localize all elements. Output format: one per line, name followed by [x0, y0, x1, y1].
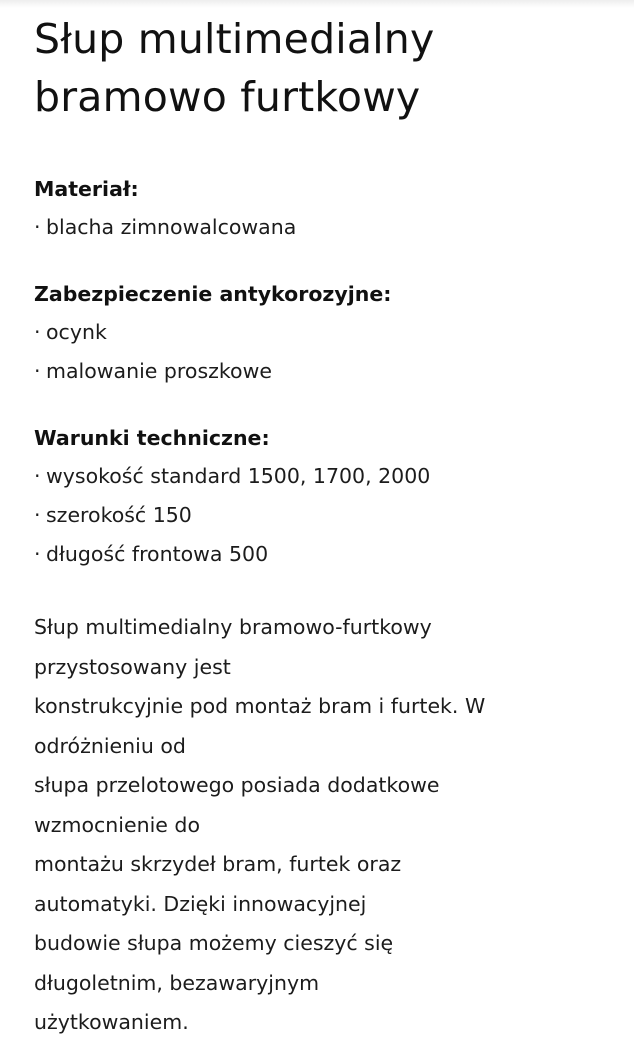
description-line: montażu skrzydeł bram, furtek oraz: [34, 852, 402, 876]
list-item-text: ocynk: [46, 320, 107, 344]
description-line: długoletnim, bezawaryjnym: [34, 970, 320, 995]
section-material: [34, 170, 614, 247]
description-paragraph: [34, 608, 614, 1043]
description-line: przystosowany jest: [34, 654, 231, 679]
description-line: słupa przelotowego posiada dodatkowe: [34, 773, 440, 797]
description-line: odróżnieniu od: [34, 733, 186, 758]
section-technical-conditions: [34, 419, 614, 574]
product-description: [34, 10, 614, 1043]
list-item: [34, 457, 614, 496]
list-item-text: szerokość 150: [46, 503, 192, 527]
page-title-line-2: bramowo furtkowy: [34, 73, 421, 121]
bullet-icon: ·: [34, 215, 41, 239]
section-heading: Materiał:: [34, 177, 139, 201]
section-heading: Warunki techniczne:: [34, 426, 270, 450]
section-corrosion-protection: [34, 275, 614, 391]
bullet-icon: ·: [34, 503, 41, 527]
list-item: [34, 496, 614, 535]
list-item-text: wysokość standard 1500, 1700, 2000: [46, 464, 431, 488]
list-item-text: długość frontowa 500: [46, 542, 269, 566]
bullet-icon: ·: [34, 464, 41, 488]
bullet-icon: ·: [34, 359, 41, 383]
list-item: [34, 535, 614, 574]
page-title-line-1: Słup multimedialny: [34, 15, 435, 63]
section-heading: Zabezpieczenie antykorozyjne:: [34, 282, 392, 306]
list-item: [34, 208, 614, 247]
description-line: automatyki. Dzięki innowacyjnej: [34, 891, 367, 916]
description-line: Słup multimedialny bramowo-furtkowy: [34, 615, 432, 639]
description-line: użytkowaniem.: [34, 1010, 189, 1034]
description-line: wzmocnienie do: [34, 812, 200, 837]
bullet-icon: ·: [34, 542, 41, 566]
bullet-icon: ·: [34, 320, 41, 344]
list-item-text: blacha zimnowalcowana: [46, 215, 297, 239]
list-item-text: malowanie proszkowe: [46, 359, 272, 383]
list-item: [34, 313, 614, 352]
top-shadow: [0, 0, 634, 8]
description-line: budowie słupa możemy cieszyć się: [34, 931, 394, 955]
list-item: [34, 352, 614, 391]
description-line: konstrukcyjnie pod montaż bram i furtek. W: [34, 694, 486, 718]
page-title: [34, 10, 614, 126]
